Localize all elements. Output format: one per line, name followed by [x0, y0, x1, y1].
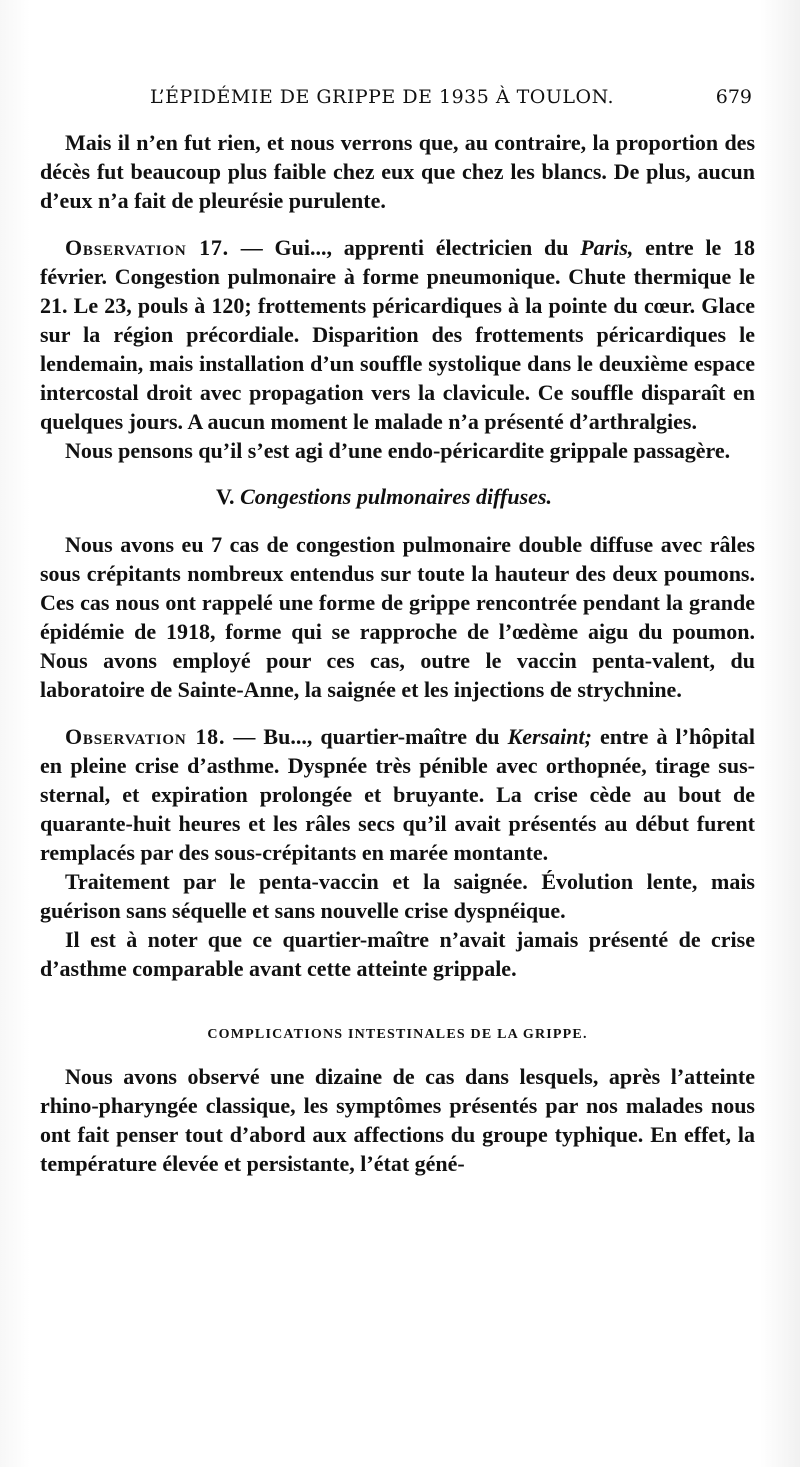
page-number: 679	[715, 86, 752, 108]
observation-18-label: Observation 18.	[65, 724, 226, 749]
observation-17-label: Observation 17.	[65, 235, 229, 260]
heading-complications-intestinales: COMPLICATIONS INTESTINALES DE LA GRIPPE.	[207, 1027, 588, 1042]
paragraph-traitement: Traitement par le penta-vaccin et la saignée. Évolution lente, mais guérison sans séquelle et sans nouvelle crise dyspnéique.	[40, 869, 755, 923]
observation-18-text-2: entre à l’hôpital en pleine crise d’asthme. Dyspnée très pénible avec orthopnée, tirage sus-sternal, et expiration prolongée et bruyante. La crise cède au bout de quarante-huit heures et les râles secs qu’il avait présentés au début furent remplacés par des sous-crépitants en marée montante.	[40, 724, 756, 865]
section-title: Congestions pulmonaires diffuses.	[240, 484, 553, 509]
section-number: V.	[216, 484, 235, 509]
observation-17-text-1: — Gui..., apprenti électricien du	[228, 235, 581, 260]
paragraph-congestion: Nous avons eu 7 cas de congestion pulmonaire double diffuse avec râles sous crépitants nombreux entendus sur toute la hauteur des deux poumons. Ces cas nous ont rappelé une forme de grippe rencontrée pendant la grande épidémie de 1918, forme qui se rapproche de l’œdème aigu du poumon. Nous avons employé pour ces cas, outre le vaccin penta-valent, du laboratoire de Sainte-Anne, la saignée et les injections de strychnine.	[40, 532, 755, 702]
page-body	[40, 128, 755, 1178]
paragraph-intro: Mais il n’en fut rien, et nous verrons que, au contraire, la proportion des décès fut beaucoup plus faible chez eux que chez les blancs. De plus, aucun d’eux n’a fait de pleurésie purulente.	[40, 130, 755, 213]
paragraph-obs17-conclusion: Nous pensons qu’il s’est agi d’une endo-péricardite grippale passagère.	[65, 438, 731, 463]
observation-17-text-2: entre le 18 février. Congestion pulmonaire à forme pneumonique. Chute thermique le 21. Le 23, pouls à 120; frottements péricardiques à la pointe du cœur. Glace sur la région précordiale. Disparition des frottements péricardiques le lendemain, mais installation d’un souffle systolique dans le deuxième espace intercostal droit avec propagation vers la clavicule. Ce souffle disparaît en quelques jours. A aucun moment le malade n’a présenté d’arthralgies.	[40, 235, 755, 434]
observation-18-ship: Kersaint;	[507, 724, 592, 749]
paragraph-intestinales: Nous avons observé une dizaine de cas dans lesquels, après l’atteinte rhino-pharyngée classique, les symptômes présentés par nos malades nous ont fait penser tout d’abord aux affections du groupe typhique. En effet, la température élevée et persistante, l’état géné-	[40, 1064, 755, 1176]
paragraph-asthme: Il est à noter que ce quartier-maître n’avait jamais présenté de crise d’asthme comparable avant cette atteinte grippale.	[40, 927, 755, 981]
page-header	[70, 82, 752, 114]
observation-18-text-1: — Bu..., quartier-maître du	[225, 724, 508, 749]
observation-17	[40, 233, 755, 436]
observation-18	[40, 722, 755, 867]
running-head: L’ÉPIDÉMIE DE GRIPPE DE 1935 À TOULON.	[150, 86, 615, 108]
observation-17-ship: Paris,	[580, 235, 634, 260]
section-heading-v	[40, 482, 755, 511]
